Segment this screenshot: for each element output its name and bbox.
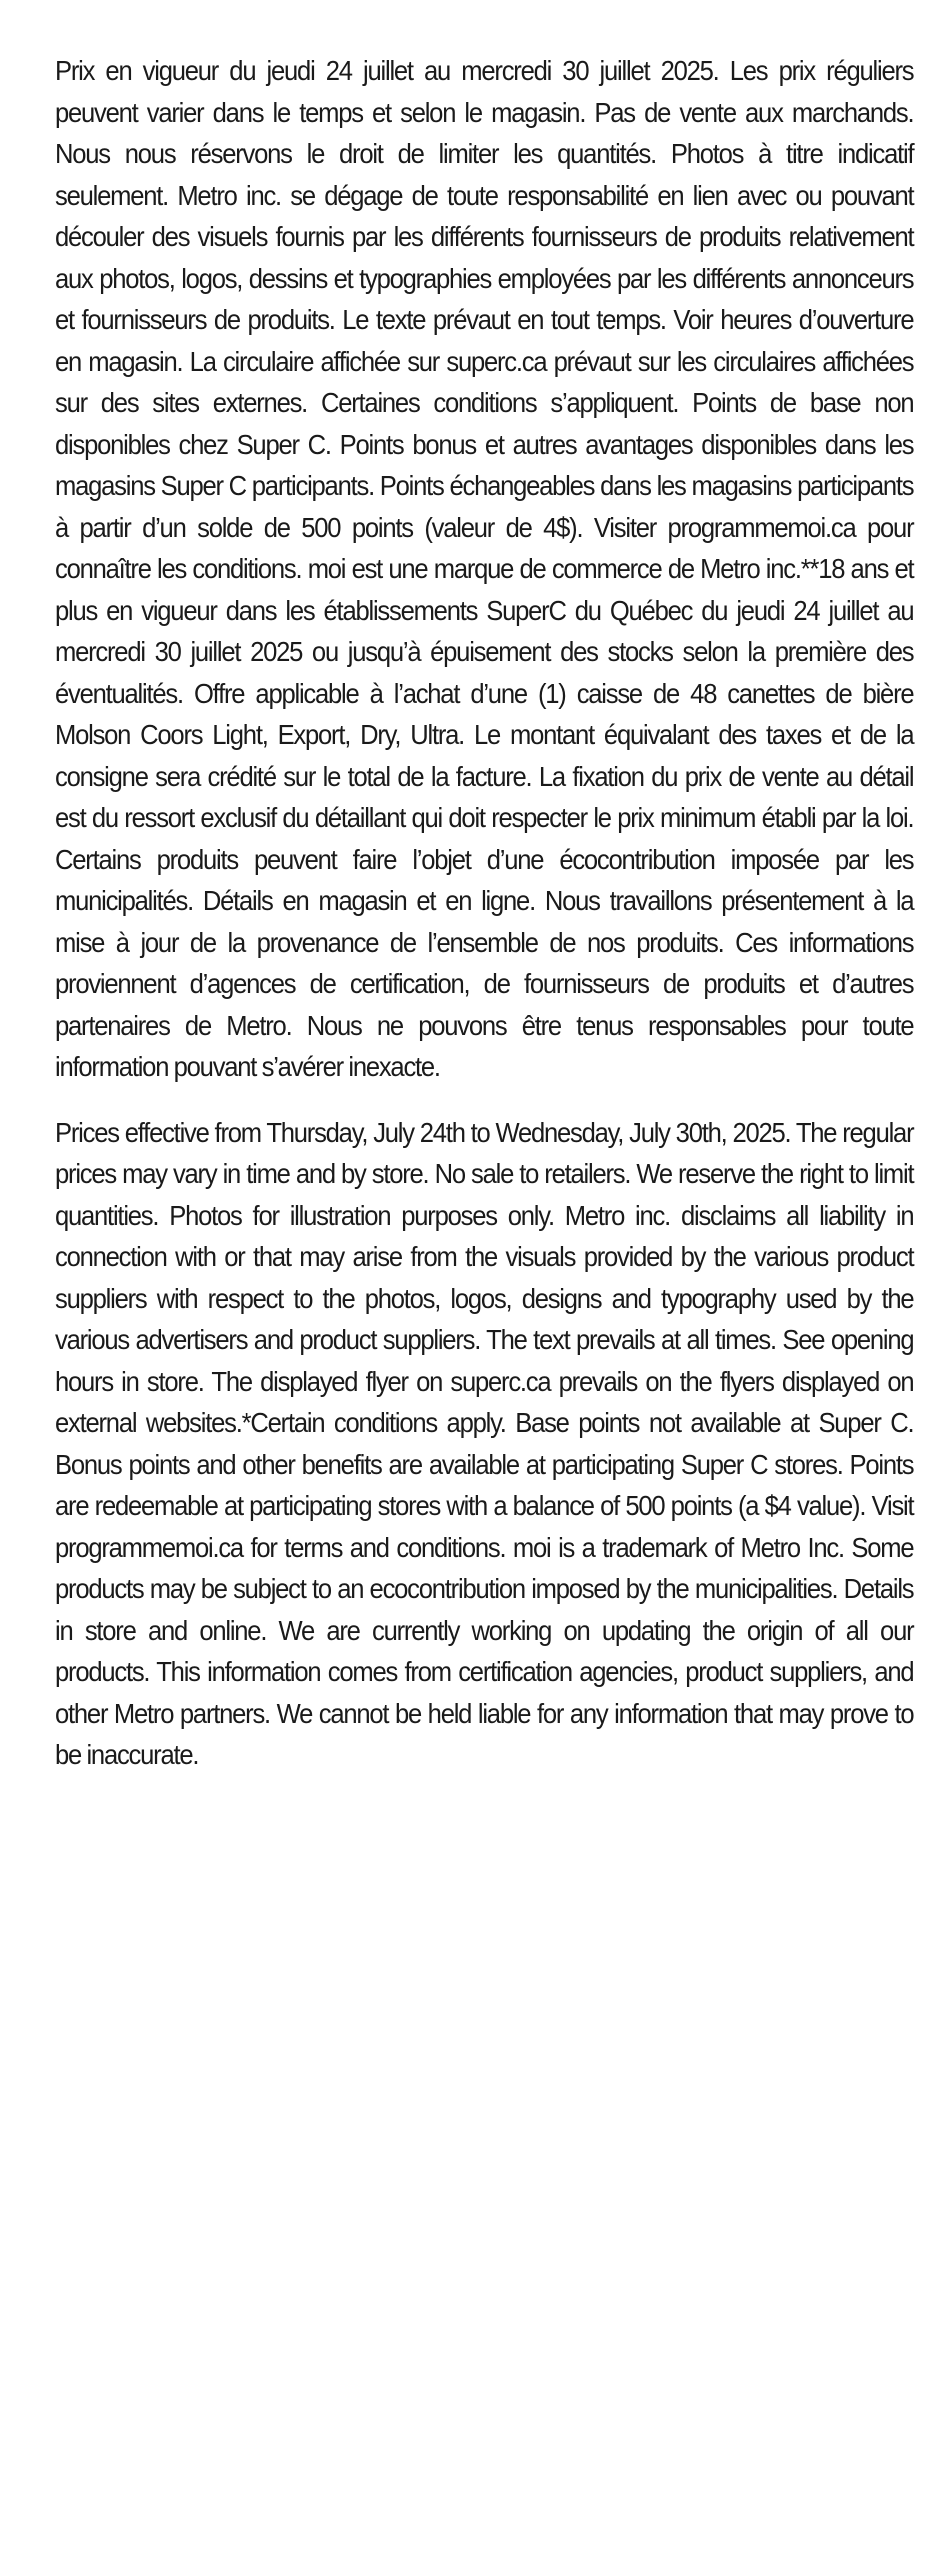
english-legal-text: Prices effective from Thursday, July 24th to Wednesday, July 30th, 2025. The regular prices may vary in time and by store. No sale to retailers. We reserve the right to limit quantities. Photos for illustration purposes only. Metro inc. disclaims all liability in connection with or that may arise from the visuals provided by the various product suppliers with respect to the photos, logos, designs and typography used by the various advertisers and product suppliers. The text prevails at all times. See opening hours in store. The displayed flyer on superc.ca prevails on the flyers displayed on external websites.*Certain conditions apply. Base points not available at Super C. Bonus points and other benefits are available at participating Super C stores. Points are redeemable at participating stores with a balance of 500 points (a $4 value). Visit programmemoi.ca for terms and conditions. moi is a trademark of Metro Inc. Some products may be subject to an ecocontribution imposed by the municipalities. Details in store and online. We are currently working on updating the origin of all our products. This information comes from certification agencies, product suppliers, and other Metro partners. We cannot be held liable for any information that may prove to be inaccurate.: [55, 1116, 914, 1770]
french-legal-text: Prix en vigueur du jeudi 24 juillet au mercredi 30 juillet 2025. Les prix réguliers peuvent varier dans le temps et selon le magasin. Pas de vente aux marchands. Nous nous réservons le droit de limiter les quantités. Photos à titre indicatif seulement. Metro inc. se dégage de toute responsabilité en lien avec ou pouvant découler des visuels fournis par les différents fournisseurs de produits relativement aux photos, logos, dessins et typographies employées par les différents annonceurs et fournisseurs de produits. Le texte prévaut en tout temps. Voir heures d’ouverture en magasin. La circulaire affichée sur superc.ca prévaut sur les circulaires affichées sur des sites externes. Certaines conditions s’appliquent. Points de base non disponibles chez Super C. Points bonus et autres avantages disponibles dans les magasins Super C participants. Points échangeables dans les magasins participants à partir d’un solde de 500 points (valeur de 4$). Visiter programmemoi.ca pour connaître les conditions. moi est une marque de commerce de Metro inc.**18 ans et plus en vigueur dans les établissements SuperC du Québec du jeudi 24 juillet au mercredi 30 juillet 2025 ou jusqu’à épuisement des stocks selon la première des éventualités. Offre applicable à l’achat d’une (1) caisse de 48 canettes de bière Molson Coors Light, Export, Dry, Ultra. Le montant équivalant des taxes et de la consigne sera crédité sur le total de la facture. La fixation du prix de vente au détail est du ressort exclusif du détaillant qui doit respecter le prix minimum établi par la loi. Certains produits peuvent faire l’objet d’une écocontribution imposée par les municipalités. Détails en magasin et en ligne. Nous travaillons présentement à la mise à jour de la provenance de l’ensemble de nos produits. Ces informations proviennent d’agences de certification, de fournisseurs de produits et d’autres partenaires de Metro. Nous ne pouvons être tenus responsables pour toute information pouvant s’avérer inexacte.: [55, 55, 914, 1082]
